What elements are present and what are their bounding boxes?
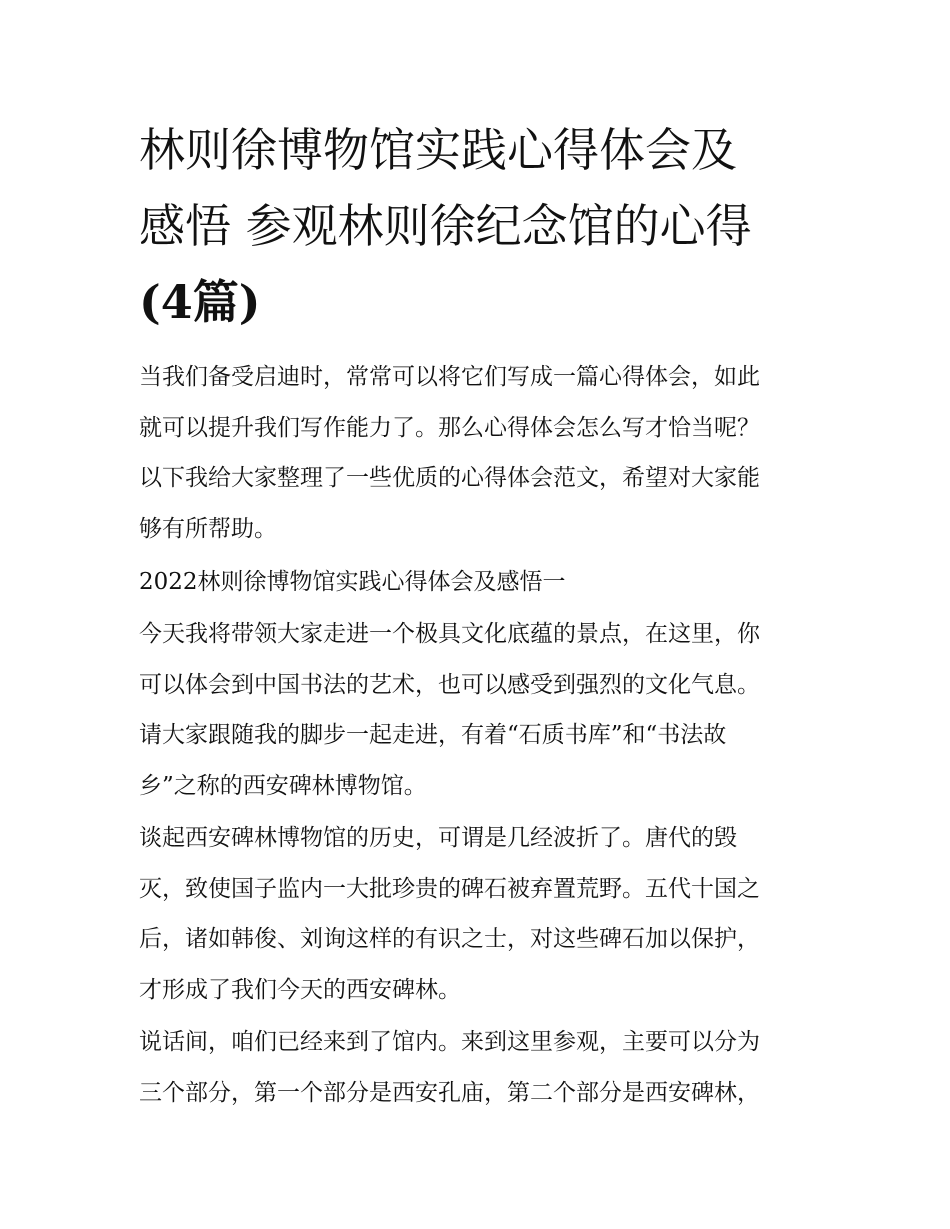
text-line: 乡”之称的西安碑林博物馆。 bbox=[139, 772, 427, 799]
text-line: 谈起西安碑林博物馆的历史，可谓是几经波折了。唐代的毁 bbox=[139, 825, 737, 851]
text-line: 够有所帮助。 bbox=[139, 515, 277, 542]
text-line: 灭，致使国子监内一大批珍贵的碑石被弃置荒野。五代十国之 bbox=[139, 875, 760, 902]
text-line: 可以体会到中国书法的艺术，也可以感受到强烈的文化气息。 bbox=[139, 671, 760, 698]
text-line: 三个部分，第一个部分是西安孔庙，第二个部分是西安碑林， bbox=[139, 1079, 760, 1106]
text-line: 才形成了我们今天的西安碑林。 bbox=[139, 976, 461, 1003]
text-line: 请大家跟随我的脚步一起走进，有着“石质书库”和“书法故 bbox=[139, 722, 727, 748]
text-line: 今天我将带领大家走进一个极具文化底蕴的景点，在这里，你 bbox=[139, 621, 760, 647]
title-line: 林则徐博物馆实践心得体会及 bbox=[139, 123, 737, 177]
text-line: 当我们备受启迪时，常常可以将它们写成一篇心得体会，如此 bbox=[139, 364, 760, 390]
text-line: 说话间，咱们已经来到了馆内。来到这里参观，主要可以分为 bbox=[139, 1029, 760, 1055]
body-paragraph bbox=[139, 1017, 817, 1118]
intro-paragraph bbox=[139, 352, 817, 554]
body-paragraph bbox=[139, 609, 817, 811]
document-title bbox=[139, 112, 817, 340]
section-heading: 2022林则徐博物馆实践心得体会及感悟一 bbox=[139, 569, 566, 595]
document-body bbox=[139, 112, 817, 1118]
text-line: 以下我给大家整理了一些优质的心得体会范文，希望对大家能 bbox=[139, 465, 760, 491]
text-line: 就可以提升我们写作能力了。那么心得体会怎么写才恰当呢？ bbox=[139, 414, 760, 441]
text-line: 后，诸如韩俊、刘询这样的有识之士，对这些碑石加以保护， bbox=[139, 926, 760, 952]
title-line: 感悟 参观林则徐纪念馆的心得 bbox=[139, 199, 752, 253]
body-paragraph bbox=[139, 813, 817, 1015]
title-line: (4篇) bbox=[139, 275, 261, 329]
